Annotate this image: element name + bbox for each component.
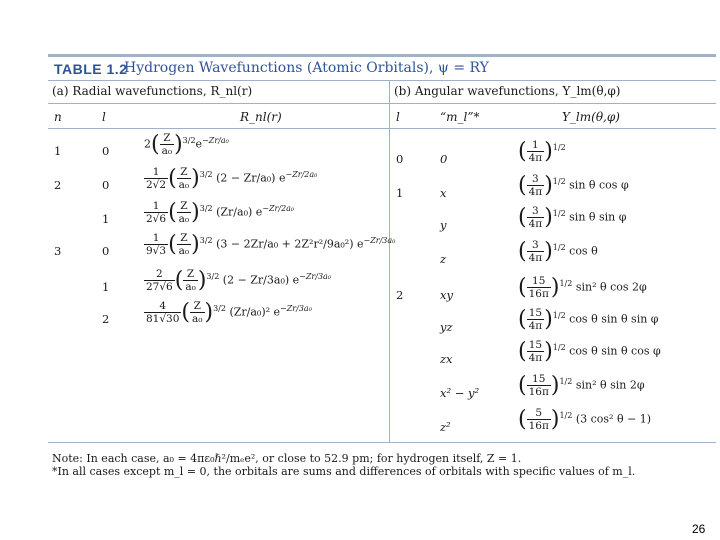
radial-n-value: 1 [54, 144, 62, 158]
angular-formula [518, 373, 645, 398]
table-title-bar [48, 54, 716, 81]
close-paren: ) [544, 139, 553, 164]
coefficient-denominator: 9√3 [146, 245, 167, 257]
angular-formula [518, 205, 626, 230]
radial-l-value: 1 [102, 280, 110, 294]
angular-formula [518, 139, 566, 164]
angular-trig-term: sin θ sin φ [565, 210, 627, 224]
open-paren: ( [518, 275, 527, 300]
header-n: n [54, 110, 62, 124]
radial-l-value: 1 [102, 212, 110, 226]
open-paren: ( [174, 268, 184, 293]
angular-m-value: xy [440, 288, 453, 302]
coefficient-numerator: 15 [527, 275, 551, 288]
radial-polynomial: (Zr/a₀) [212, 205, 256, 219]
angular-m-value: y [440, 218, 447, 232]
radial-formula [144, 132, 229, 157]
radial-formula [144, 300, 312, 325]
angular-trig-term: sin² θ cos 2φ [572, 280, 647, 294]
angular-power: 1/2 [552, 310, 566, 320]
radial-l-value: 0 [102, 244, 110, 258]
radial-exponent: −Zr/3a₀ [280, 303, 312, 313]
close-paren: ) [544, 239, 553, 264]
exp-base: e [255, 205, 263, 219]
radial-coefficient [144, 166, 168, 191]
exp-base: e [195, 137, 203, 151]
coefficient-denominator: 16π [528, 288, 549, 300]
coefficient-denominator: 27√6 [146, 281, 173, 293]
angular-m-value: x² − y² [440, 386, 480, 400]
radial-exponent: −Zr/3a₀ [363, 235, 396, 245]
open-paren: ( [151, 132, 160, 157]
table-title: Hydrogen Wavefunctions (Atomic Orbitals), ψ = RY [124, 60, 489, 76]
radial-power: 3/2 [206, 271, 220, 281]
radial-power: 3/2 [199, 235, 213, 245]
open-paren: ( [518, 373, 527, 398]
header-l-radial: l [102, 110, 106, 124]
coefficient-numerator: 15 [527, 339, 545, 352]
close-paren: ) [550, 275, 560, 300]
open-paren: ( [518, 407, 527, 432]
open-paren: ( [518, 307, 527, 332]
angular-m-value: 0 [440, 152, 448, 166]
radial-exponent: −Zr/2a₀ [262, 203, 295, 213]
angular-coefficient [527, 139, 545, 164]
coefficient-denominator: 4π [528, 352, 543, 364]
angular-trig-term: cos θ sin θ sin φ [565, 312, 659, 326]
z-numerator: Z [177, 166, 191, 179]
table-bottom-rule [48, 442, 716, 443]
coefficient-numerator: 3 [527, 239, 545, 252]
coefficient-numerator: 1 [527, 139, 545, 152]
angular-coefficient [527, 307, 545, 332]
angular-m-value: yz [440, 320, 453, 334]
coefficient-numerator: 4 [144, 300, 181, 313]
close-paren: ) [544, 173, 553, 198]
radial-coefficient [144, 268, 175, 293]
coefficient-denominator: 16π [528, 386, 549, 398]
angular-power: 1/2 [552, 342, 566, 352]
coefficient-numerator: 3 [527, 173, 545, 186]
angular-coefficient [527, 239, 545, 264]
angular-formula [518, 173, 629, 198]
angular-section-title: (b) Angular wavefunctions, Y_lm(θ,φ) [394, 84, 621, 98]
section-header-rule [48, 103, 716, 104]
coefficient-denominator: 81√30 [146, 313, 180, 325]
coefficient-denominator: 4π [528, 218, 543, 230]
z-over-a0 [190, 300, 204, 325]
z-numerator: Z [177, 232, 191, 245]
angular-trig-term: sin² θ sin 2φ [572, 378, 645, 392]
angular-power: 1/2 [559, 376, 573, 386]
open-paren: ( [168, 232, 177, 257]
exp-base: e [356, 237, 364, 251]
z-numerator: Z [190, 300, 204, 313]
radial-polynomial: (2 − Zr/3a₀) [219, 273, 293, 287]
coefficient-numerator: 2 [144, 268, 175, 281]
angular-coefficient [527, 275, 551, 300]
coefficient-numerator: 15 [527, 307, 545, 320]
header-radial-function: R_nl(r) [240, 110, 282, 124]
radial-polynomial: (3 − 2Zr/a₀ + 2Z²r²/9a₀²) [212, 237, 357, 251]
angular-m-value: zx [440, 352, 453, 366]
coefficient-denominator: 4π [528, 320, 543, 332]
angular-m-value: z² [440, 420, 451, 434]
coefficient-denominator: 2√6 [146, 213, 167, 225]
coefficient-numerator: 15 [527, 373, 551, 386]
close-paren: ) [544, 205, 553, 230]
angular-l-value: 2 [396, 288, 404, 302]
close-paren: ) [174, 132, 183, 157]
radial-l-value: 0 [102, 178, 110, 192]
radial-coefficient [144, 200, 168, 225]
z-over-a0 [177, 166, 191, 191]
exp-base: e [273, 305, 281, 319]
a0-denominator: a₀ [178, 179, 190, 191]
radial-coefficient [144, 300, 181, 325]
open-paren: ( [168, 200, 177, 225]
coefficient-denominator: 4π [528, 252, 543, 264]
close-paren: ) [191, 200, 200, 225]
coefficient-numerator: 3 [527, 205, 545, 218]
radial-prefactor: 2 [144, 137, 151, 151]
page-number: 26 [692, 522, 706, 536]
note-2: *In all cases except m_l = 0, the orbitals are sums and differences of orbitals with specific values of m_l. [52, 465, 636, 478]
radial-formula [144, 200, 294, 225]
z-over-a0 [183, 268, 197, 293]
open-paren: ( [168, 166, 177, 191]
radial-n-value: 2 [54, 178, 62, 192]
open-paren: ( [181, 300, 191, 325]
radial-coefficient [144, 232, 168, 257]
close-paren: ) [191, 232, 200, 257]
radial-power: 3/2 [199, 169, 213, 179]
open-paren: ( [518, 139, 527, 164]
coefficient-denominator: 2√2 [146, 179, 167, 191]
angular-m-value: z [440, 252, 447, 266]
exp-base: e [278, 171, 286, 185]
radial-l-value: 0 [102, 144, 110, 158]
angular-formula [518, 307, 659, 332]
radial-n-value: 3 [54, 244, 62, 258]
coefficient-numerator: 1 [144, 232, 168, 245]
close-paren: ) [544, 307, 553, 332]
angular-power: 1/2 [552, 242, 566, 252]
angular-coefficient [527, 173, 545, 198]
close-paren: ) [191, 166, 200, 191]
z-numerator: Z [160, 132, 174, 145]
close-paren: ) [197, 268, 207, 293]
radial-formula [144, 268, 331, 293]
coefficient-denominator: 16π [528, 420, 549, 432]
angular-power: 1/2 [552, 176, 566, 186]
angular-power: 1/2 [559, 278, 573, 288]
open-paren: ( [518, 205, 527, 230]
table-notes [52, 452, 635, 478]
radial-power: 3/2 [213, 303, 226, 313]
a0-denominator: a₀ [192, 313, 203, 325]
radial-exponent: −Zr/a₀ [202, 135, 229, 145]
angular-l-value: 0 [396, 152, 404, 166]
close-paren: ) [544, 339, 553, 364]
a0-denominator: a₀ [178, 245, 190, 257]
angular-coefficient [527, 205, 545, 230]
open-paren: ( [518, 239, 527, 264]
angular-coefficient [527, 373, 551, 398]
angular-m-value: x [440, 186, 447, 200]
radial-formula [144, 232, 395, 257]
coefficient-denominator: 4π [528, 186, 543, 198]
close-paren: ) [204, 300, 214, 325]
coefficient-numerator: 1 [144, 166, 168, 179]
radial-formula [144, 166, 317, 191]
a0-denominator: a₀ [178, 213, 190, 225]
table-label: TABLE 1.2 [54, 61, 128, 77]
angular-trig-term: cos θ [565, 244, 598, 258]
column-header-rule [48, 128, 716, 129]
header-m: “m_l”* [440, 110, 480, 124]
coefficient-denominator: 4π [528, 152, 543, 164]
header-angular-function: Y_lm(θ,φ) [562, 110, 620, 124]
angular-power: 1/2 [559, 410, 573, 420]
angular-coefficient [527, 407, 551, 432]
z-over-a0 [160, 132, 174, 157]
angular-trig-term: cos θ sin θ cos φ [565, 344, 661, 358]
z-numerator: Z [177, 200, 191, 213]
angular-formula [518, 239, 598, 264]
angular-power: 1/2 [552, 142, 566, 152]
angular-power: 1/2 [552, 208, 566, 218]
coefficient-numerator: 5 [527, 407, 551, 420]
angular-trig-term: (3 cos² θ − 1) [572, 412, 652, 426]
radial-polynomial: (2 − Zr/a₀) [212, 171, 279, 185]
note-1: Note: In each case, a₀ = 4πε₀ℏ²/mₑe², or close to 52.9 pm; for hydrogen itself, Z = 1. [52, 452, 522, 465]
close-paren: ) [550, 373, 560, 398]
angular-trig-term: sin θ cos φ [565, 178, 629, 192]
angular-l-value: 1 [396, 186, 404, 200]
radial-section-title: (a) Radial wavefunctions, R_nl(r) [52, 84, 253, 98]
coefficient-numerator: 1 [144, 200, 168, 213]
z-over-a0 [177, 200, 191, 225]
radial-exponent: −Zr/3a₀ [299, 271, 332, 281]
angular-formula [518, 275, 647, 300]
close-paren: ) [550, 407, 560, 432]
radial-l-value: 2 [102, 312, 110, 326]
radial-power: 3/2 [199, 203, 213, 213]
exp-base: e [292, 273, 300, 287]
radial-power: 3/2 [182, 135, 196, 145]
a0-denominator: a₀ [185, 281, 196, 293]
radial-polynomial: (Zr/a₀)² [225, 305, 274, 319]
angular-coefficient [527, 339, 545, 364]
a0-denominator: a₀ [161, 145, 173, 157]
column-divider [389, 80, 390, 442]
angular-formula [518, 339, 661, 364]
z-numerator: Z [183, 268, 197, 281]
header-l-angular: l [396, 110, 400, 124]
open-paren: ( [518, 339, 527, 364]
radial-exponent: −Zr/2a₀ [285, 169, 318, 179]
open-paren: ( [518, 173, 527, 198]
angular-formula [518, 407, 651, 432]
z-over-a0 [177, 232, 191, 257]
